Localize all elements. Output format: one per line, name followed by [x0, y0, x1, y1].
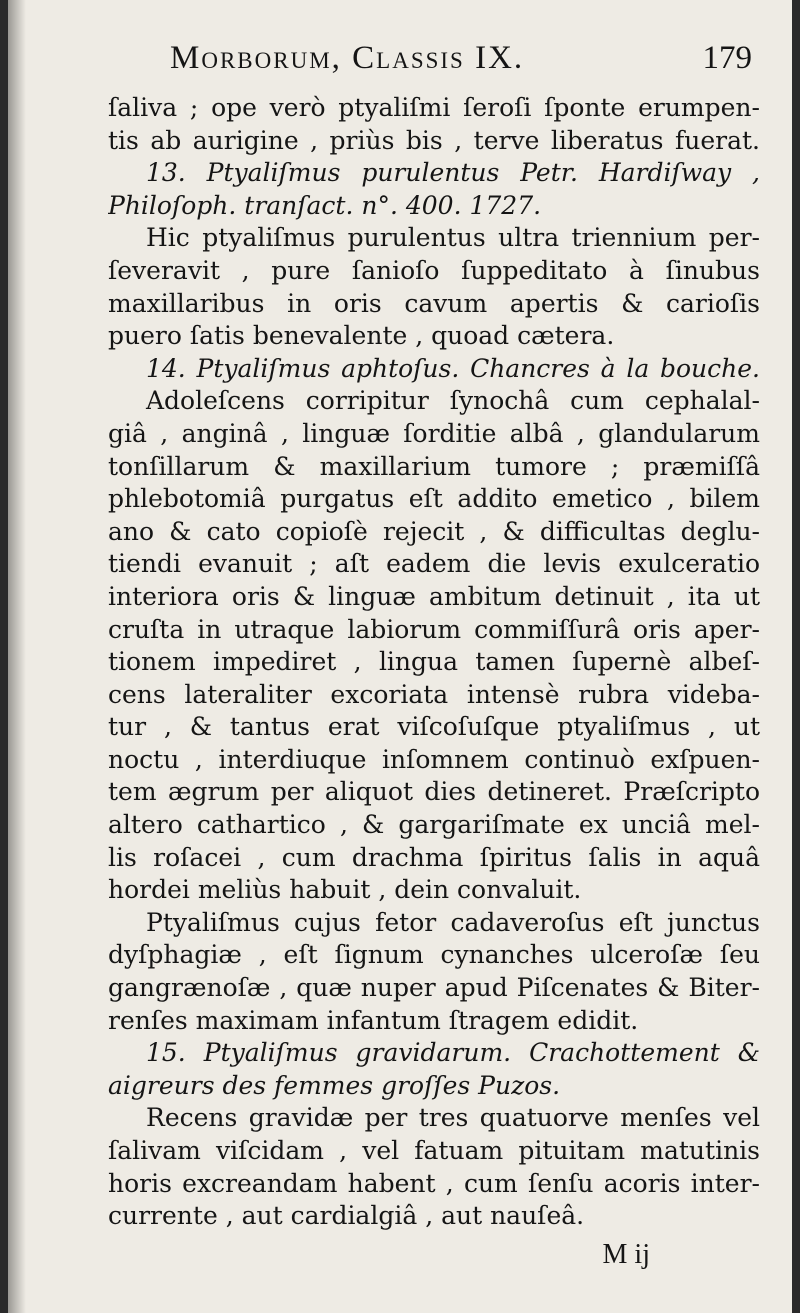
body-text — [108, 92, 760, 1233]
text-line: Recens gravidæ per tres quatuorve menſes vel — [146, 1103, 760, 1133]
gutter-shadow — [8, 0, 26, 1313]
text-line: ſeveravit , pure ſanioſo ſuppeditato à ſinubus — [108, 255, 760, 285]
text-line: 15. Ptyaliſmus gravidarum. Crachottement & — [146, 1038, 760, 1068]
signature-mark: M ij — [602, 1238, 650, 1270]
running-title: Morborum, Classis IX. — [170, 40, 525, 76]
text-line: Ptyaliſmus cujus fetor cadaveroſus eſt junctus — [146, 907, 760, 937]
text-line: 14. Ptyaliſmus aphtoſus. Chancres à la bouche. — [146, 353, 760, 383]
text-line: ſaliva ; ope verò ptyaliſmi ſeroſi ſponte erumpen- — [108, 93, 760, 122]
text-line: tiendi evanuit ; aſt eadem die levis exulceratio — [108, 549, 760, 579]
text-line: Adoleſcens corripitur ſynochâ cum cephalal- — [146, 386, 760, 416]
text-line: cruſta in utraque labiorum commiſſurâ oris aper- — [108, 614, 760, 644]
text-line: tur , & tantus erat viſcoſuſque ptyaliſmus , ut — [108, 712, 760, 742]
text-line: tionem impediret , lingua tamen ſupernè albeſ- — [108, 647, 760, 677]
text-line: currente , aut cardialgiâ , aut nauſeâ. — [108, 1201, 585, 1231]
text-line: interiora oris & linguæ ambitum detinuit , ita ut — [108, 581, 760, 611]
text-line: giâ , anginâ , linguæ ſorditie albâ , glandularum — [108, 418, 760, 448]
text-line: tem ægrum per aliquot dies detineret. Præſcripto — [108, 777, 760, 807]
text-line: puero ſatis benevalente , quoad cætera. — [108, 321, 615, 351]
text-line: lis roſacei , cum drachma ſpiritus ſalis in aquâ — [108, 842, 760, 872]
page-number: 179 — [702, 40, 752, 76]
text-line: horis excreandam habent , cum ſenſu acoris inter- — [108, 1168, 760, 1198]
text-line: ſalivam viſcidam , vel fatuam pituitam matutinis — [108, 1136, 760, 1165]
text-line: tonſillarum & maxillarium tumore ; præmiſſâ — [108, 451, 760, 481]
text-line: 13. Ptyaliſmus purulentus Petr. Hardiſway , — [146, 158, 760, 188]
text-line: gangrænoſæ , quæ nuper apud Piſcenates & Biter- — [108, 973, 760, 1003]
text-line: dyſphagiæ , eſt ſignum cynanches ulceroſæ ſeu — [108, 940, 760, 970]
text-line: altero cathartico , & gargariſmate ex unciâ mel- — [108, 810, 760, 840]
page-header — [108, 40, 760, 92]
text-line: Philoſoph. tranſact. n°. 400. 1727. — [108, 190, 542, 220]
text-line: cens lateraliter excoriata intensè rubra videba- — [108, 679, 760, 709]
book-page — [8, 0, 792, 1313]
text-line: phlebotomiâ purgatus eſt addito emetico , bilem — [108, 484, 760, 514]
text-line: renſes maximam infantum ſtragem edidit. — [108, 1005, 639, 1035]
text-line: aigreurs des femmes groſſes Puzos. — [108, 1070, 561, 1100]
text-line: maxillaribus in oris cavum apertis & carioſis — [108, 288, 760, 318]
text-line: noctu , interdiuque inſomnem continuò exſpuen- — [108, 744, 760, 774]
text-line: Hic ptyaliſmus purulentus ultra triennium per- — [146, 223, 760, 253]
text-line: hordei meliùs habuit , dein convaluit. — [108, 875, 582, 905]
text-line: ano & cato copioſè rejecit , & difficultas deglu- — [108, 516, 760, 546]
text-line: tis ab aurigine , priùs bis , terve liberatus fuerat. — [108, 125, 760, 155]
text-block — [108, 40, 760, 1277]
